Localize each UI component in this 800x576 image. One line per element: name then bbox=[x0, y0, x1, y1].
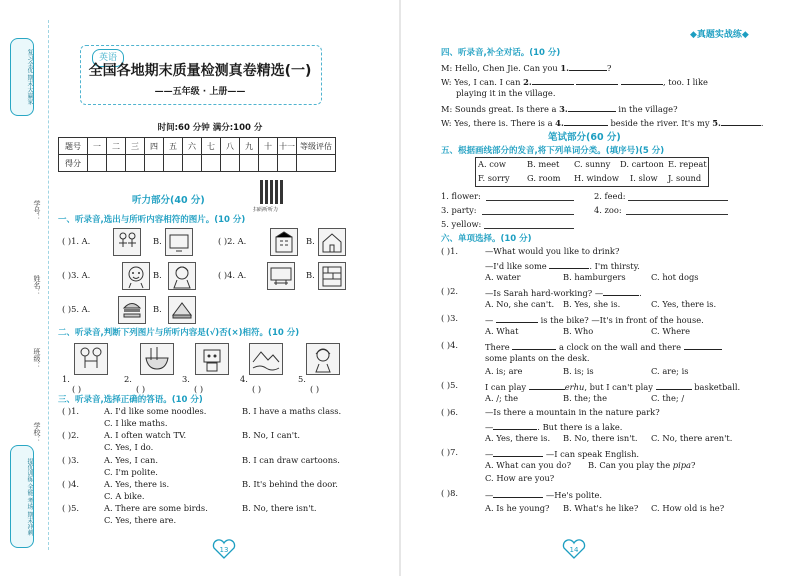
score-col: 二 bbox=[107, 138, 126, 155]
s6-q3-line1-a: — bbox=[485, 315, 496, 325]
s6-q4-line1-a: There bbox=[485, 342, 513, 352]
written-part-title: 笔试部分(60 分) bbox=[548, 132, 621, 143]
score-cell[interactable] bbox=[183, 155, 202, 172]
s6-q8-line1-b: —He's polite. bbox=[543, 490, 603, 500]
score-cell[interactable] bbox=[297, 155, 336, 172]
s5-item-4: 4. zoo: bbox=[594, 205, 622, 215]
s6-q5-opt-c: C. the; / bbox=[651, 393, 685, 403]
s6-q8-opt-c: C. How old is he? bbox=[651, 503, 725, 513]
s6-q3-opt-a: A. What bbox=[485, 326, 519, 336]
s6-q4-num[interactable]: ( )4. bbox=[441, 340, 459, 350]
page-fold bbox=[399, 0, 401, 576]
paper-subtitle: ——五年级 · 上册—— bbox=[154, 87, 246, 97]
s6-q7-opt-b-end: ? bbox=[691, 460, 696, 470]
s6-q7-line1-b: —I can speak English. bbox=[543, 449, 640, 459]
s1-item-5-b: B. bbox=[153, 304, 162, 314]
s2-answer-4[interactable]: ( ) bbox=[252, 384, 262, 394]
s1-item-4-b: B. bbox=[306, 270, 315, 280]
s6-q4-line2: some plants on the desk. bbox=[485, 353, 590, 363]
s5-answer-5[interactable] bbox=[484, 228, 574, 229]
s4-blank-num-2: 2. bbox=[523, 77, 532, 87]
class-label: 班级： bbox=[33, 348, 41, 369]
s6-q8-num[interactable]: ( )8. bbox=[441, 488, 459, 498]
girl-face-icon bbox=[168, 262, 196, 290]
s4-line-4-end: in the village? bbox=[615, 104, 678, 114]
s4-line-1-text: M: Hello, Chen Jie. Can you bbox=[441, 63, 561, 73]
s6-q1-blank[interactable] bbox=[549, 259, 589, 269]
s3-q4-num[interactable]: ( )4. bbox=[62, 479, 80, 489]
binding-sidebar bbox=[10, 30, 41, 550]
s6-q6-blank[interactable] bbox=[493, 420, 537, 430]
s6-q6-line2 bbox=[485, 420, 622, 432]
s6-q4-opt-b: B. is; is bbox=[563, 366, 594, 376]
student-id-label: 学号： bbox=[33, 200, 41, 221]
s6-q5-line1-b: , but I can't play bbox=[584, 382, 656, 392]
s6-q4-blank-1[interactable] bbox=[512, 340, 556, 350]
s1-item-2-b: B. bbox=[306, 236, 315, 246]
section-4-title: 四、听录音,补全对话。(10 分) bbox=[441, 48, 561, 58]
s4-blank-5[interactable] bbox=[721, 116, 761, 126]
s1-item-1: ( )1. A. bbox=[62, 236, 91, 246]
score-cell[interactable] bbox=[164, 155, 183, 172]
s1-item-1-b: B. bbox=[153, 236, 162, 246]
s3-q2-c: C. Yes, I do. bbox=[104, 442, 154, 452]
s6-q7-line1-a: — bbox=[485, 449, 494, 459]
s6-q4-line1 bbox=[485, 340, 722, 352]
score-col: 一 bbox=[88, 138, 107, 155]
s2-num-5: 5. bbox=[298, 374, 306, 384]
s1-item-2: ( )2. A. bbox=[218, 236, 247, 246]
s3-q5-c: C. Yes, there are. bbox=[104, 515, 177, 525]
girl-singing-icon bbox=[306, 343, 340, 375]
s3-q3-num[interactable]: ( )3. bbox=[62, 455, 80, 465]
s4-blank-num-3: 3. bbox=[559, 104, 568, 114]
s2-num-1: 1. bbox=[62, 374, 70, 384]
s3-q1-b: B. I have a maths class. bbox=[242, 406, 342, 416]
sandwich-icon bbox=[168, 296, 196, 324]
s3-q3-c: C. I'm polite. bbox=[104, 467, 158, 477]
s6-q2-blank[interactable] bbox=[603, 286, 639, 296]
score-table-row-label: 得分 bbox=[59, 155, 88, 172]
subject-badge: 英语 bbox=[92, 49, 124, 67]
s4-line-4-text: M: Sounds great. Is there a bbox=[441, 104, 560, 114]
word-g: G. room bbox=[527, 173, 561, 183]
s5-item-5: 5. yellow: bbox=[441, 219, 482, 229]
s6-q1-line1: —What would you like to drink? bbox=[485, 246, 620, 256]
s4-blank-4[interactable] bbox=[564, 116, 608, 126]
score-col: 七 bbox=[202, 138, 221, 155]
s6-q5-num[interactable]: ( )5. bbox=[441, 380, 459, 390]
s3-q4-a: A. Yes, there is. bbox=[104, 479, 170, 489]
s3-q4-b: B. It's behind the door. bbox=[242, 479, 338, 489]
s3-q2-b: B. No, I can't. bbox=[242, 430, 301, 440]
s4-blank-3[interactable] bbox=[568, 102, 616, 112]
s6-q7-opt-c: C. How are you? bbox=[485, 473, 555, 483]
s4-blank-num-4: 4. bbox=[555, 118, 564, 128]
s4-blank-2a[interactable] bbox=[532, 75, 574, 85]
s3-q2-a: A. I often watch TV. bbox=[104, 430, 187, 440]
s3-q3-b: B. I can draw cartoons. bbox=[242, 455, 340, 465]
score-cell[interactable] bbox=[107, 155, 126, 172]
word-c: C. sunny bbox=[574, 159, 611, 169]
s6-q3-opt-c: C. Where bbox=[651, 326, 690, 336]
score-cell[interactable] bbox=[88, 155, 107, 172]
s4-blank-num-1: 1. bbox=[560, 63, 570, 73]
score-col: 六 bbox=[183, 138, 202, 155]
s6-q3-line1-b: is the bike? —It's in front of the house. bbox=[537, 315, 704, 325]
s6-q5-blank-1[interactable] bbox=[529, 380, 565, 390]
s1-item-3-b: B. bbox=[153, 270, 162, 280]
s6-q6-opt-c: C. No, there aren't. bbox=[651, 433, 733, 443]
s6-q3-blank[interactable] bbox=[496, 313, 538, 323]
s6-q2-line1-b: . bbox=[639, 288, 642, 298]
word-j: J. sound bbox=[668, 173, 702, 183]
s3-q1-c: C. I like maths. bbox=[104, 418, 168, 428]
score-cell[interactable] bbox=[259, 155, 278, 172]
s3-q2-num[interactable]: ( )2. bbox=[62, 430, 80, 440]
s6-q6-num[interactable]: ( )6. bbox=[441, 407, 459, 417]
s4-blank-num-5: 5. bbox=[712, 118, 721, 128]
score-col: 四 bbox=[145, 138, 164, 155]
score-col: 十一 bbox=[278, 138, 297, 155]
s5-answer-2[interactable] bbox=[628, 200, 728, 201]
s2-num-2: 2. bbox=[124, 374, 132, 384]
score-table-header-label: 题号 bbox=[59, 138, 88, 155]
word-i: I. slow bbox=[630, 173, 658, 183]
s6-q7-opt-b bbox=[588, 460, 695, 470]
s1-item-3: ( )3. A. bbox=[62, 270, 91, 280]
s6-q4-line1-b: a clock on the wall and there bbox=[556, 342, 684, 352]
s6-q4-opt-a: A. is; are bbox=[485, 366, 523, 376]
hamburger-icon bbox=[118, 296, 146, 324]
s6-q8-blank[interactable] bbox=[493, 488, 543, 498]
s6-q7-pipa: pipa bbox=[672, 460, 692, 470]
name-label: 姓名： bbox=[33, 275, 41, 296]
s1-item-4: ( )4. A. bbox=[218, 270, 247, 280]
s5-answer-3[interactable] bbox=[482, 214, 574, 215]
s6-q2-num[interactable]: ( )2. bbox=[441, 286, 459, 296]
s6-q1-line2 bbox=[485, 259, 640, 271]
river-mountain-icon bbox=[249, 343, 283, 375]
s6-q5-line1-c: basketball. bbox=[691, 382, 741, 392]
section-5-title: 五、根据画线部分的发音,将下列单词分类。(填序号)(5 分) bbox=[441, 146, 665, 156]
classroom-icon bbox=[267, 262, 295, 290]
score-col: 八 bbox=[221, 138, 240, 155]
score-cell[interactable] bbox=[221, 155, 240, 172]
s6-q3-line1 bbox=[485, 313, 704, 325]
sidebar-tab-bottom: 提优训练 全能 考场 期末冲刺 bbox=[10, 445, 34, 548]
s2-num-3: 3. bbox=[182, 374, 190, 384]
word-b: B. meet bbox=[527, 159, 560, 169]
s4-line-5-text: W: Yes, there is. There is a bbox=[441, 118, 556, 128]
s4-line-1 bbox=[441, 61, 611, 73]
s5-item-1: 1. flower: bbox=[441, 191, 481, 201]
s6-q8-opt-b: B. What's he like? bbox=[563, 503, 639, 513]
section-tag: ◆真题实战练◆ bbox=[690, 30, 749, 40]
s2-answer-3[interactable]: ( ) bbox=[194, 384, 204, 394]
s6-q5-opt-b: B. the; the bbox=[563, 393, 607, 403]
s6-q4-blank-2[interactable] bbox=[684, 340, 722, 350]
s5-item-2: 2. feed: bbox=[594, 191, 626, 201]
s4-blank-2c[interactable] bbox=[621, 75, 663, 85]
s6-q7-num[interactable]: ( )7. bbox=[441, 447, 459, 457]
s2-num-4: 4. bbox=[240, 374, 248, 384]
s6-q7-blank[interactable] bbox=[493, 447, 543, 457]
page-number-right: 14 bbox=[569, 546, 579, 554]
s4-line-5-end: . bbox=[760, 118, 764, 128]
s2-answer-1[interactable]: ( ) bbox=[72, 384, 82, 394]
s5-item-3: 3. party: bbox=[441, 205, 477, 215]
house-icon bbox=[318, 228, 346, 256]
s6-q8-line1 bbox=[485, 488, 602, 500]
building-icon bbox=[270, 228, 298, 256]
time-and-score: 时间:60 分钟 满分:100 分 bbox=[157, 123, 263, 133]
listening-part-title: 听力部分(40 分) bbox=[132, 195, 205, 206]
word-a: A. cow bbox=[478, 159, 507, 169]
s6-q3-opt-b: B. Who bbox=[563, 326, 594, 336]
s6-q8-line1-a: — bbox=[485, 490, 494, 500]
s6-q1-opt-a: A. water bbox=[485, 272, 521, 282]
score-col: 五 bbox=[164, 138, 183, 155]
s6-q6-opt-b: B. No, there isn't. bbox=[563, 433, 638, 443]
s4-line-2-end: , too. I like bbox=[663, 77, 708, 87]
qr-caption: 扫码听听力 bbox=[253, 207, 279, 213]
section-3-title: 三、听录音,选择正确的答语。(10 分) bbox=[58, 395, 203, 405]
cut-line bbox=[48, 20, 49, 550]
score-col: 三 bbox=[126, 138, 145, 155]
s6-q2-line1-a: —Is Sarah hard-working? — bbox=[485, 288, 604, 298]
score-cell[interactable] bbox=[126, 155, 145, 172]
s3-q1-num[interactable]: ( )1. bbox=[62, 406, 80, 416]
s4-blank-2b[interactable] bbox=[576, 75, 618, 85]
section-2-title: 二、听录音,判断下列图片与所听内容是(√)否(×)相符。(10 分) bbox=[58, 328, 300, 338]
s4-blank-1[interactable] bbox=[569, 61, 607, 71]
word-bank-box bbox=[475, 157, 709, 187]
s6-q6-line1: —Is there a mountain in the nature park? bbox=[485, 407, 660, 417]
score-cell[interactable] bbox=[145, 155, 164, 172]
s6-q2-opt-c: C. Yes, there is. bbox=[651, 299, 717, 309]
s6-q5-erhu: erhu bbox=[564, 382, 585, 392]
s6-q1-opt-c: C. hot dogs bbox=[651, 272, 699, 282]
s6-q8-opt-a: A. Is he young? bbox=[485, 503, 550, 513]
s6-q7-opt-a: A. What can you do? bbox=[485, 460, 572, 470]
s3-q5-num[interactable]: ( )5. bbox=[62, 503, 80, 513]
s6-q5-line1-a: I can play bbox=[485, 382, 529, 392]
score-col-grade: 等级评估 bbox=[297, 138, 336, 155]
s3-q3-a: A. Yes, I can. bbox=[104, 455, 158, 465]
s6-q2-opt-a: A. No, she can't. bbox=[485, 299, 555, 309]
boy-face-icon bbox=[122, 262, 150, 290]
paper-title: 全国各地期末质量检测真卷精选(一) bbox=[88, 63, 312, 79]
s2-answer-2[interactable]: ( ) bbox=[136, 384, 146, 394]
s4-line-2-text: W: Yes, I can. I can bbox=[441, 77, 524, 87]
s3-q5-a: A. There are some birds. bbox=[104, 503, 208, 513]
s1-item-5: ( )5. A. bbox=[62, 304, 91, 314]
section-6-title: 六、单项选择。(10 分) bbox=[441, 234, 532, 244]
section-1-title: 一、听录音,选出与所听内容相符的图片。(10 分) bbox=[58, 215, 246, 225]
word-f: F. sorry bbox=[478, 173, 510, 183]
qr-code-icon[interactable] bbox=[260, 180, 284, 204]
s4-line-5 bbox=[441, 116, 764, 128]
s2-answer-5[interactable]: ( ) bbox=[310, 384, 320, 394]
s4-line-3: playing it in the village. bbox=[456, 88, 556, 98]
noodles-bowl-icon bbox=[140, 343, 174, 375]
shelf-icon bbox=[318, 262, 346, 290]
s6-q6-opt-a: A. Yes, there is. bbox=[485, 433, 551, 443]
score-cell[interactable] bbox=[278, 155, 297, 172]
score-table bbox=[58, 137, 336, 172]
score-cell[interactable] bbox=[240, 155, 259, 172]
school-label: 学校： bbox=[33, 422, 41, 443]
s6-q2-line1 bbox=[485, 286, 642, 298]
s4-line-2 bbox=[441, 75, 708, 87]
s6-q6-line2-b: . But there is a lake. bbox=[537, 422, 623, 432]
children-greeting-icon bbox=[74, 343, 108, 375]
s6-q5-line1 bbox=[485, 380, 740, 392]
s6-q5-blank-2[interactable] bbox=[656, 380, 692, 390]
s3-q4-c: C. A bike. bbox=[104, 491, 145, 501]
s5-answer-4[interactable] bbox=[626, 214, 728, 215]
s6-q1-num[interactable]: ( )1. bbox=[441, 246, 459, 256]
children-playing-icon bbox=[113, 228, 141, 256]
word-d: D. cartoon bbox=[620, 159, 664, 169]
s6-q6-line2-a: — bbox=[485, 422, 494, 432]
s6-q7-opt-b-text: B. Can you play the bbox=[588, 460, 673, 470]
robot-icon bbox=[195, 343, 229, 375]
s5-answer-1[interactable] bbox=[486, 200, 574, 201]
s3-q1-a: A. I'd like some noodles. bbox=[104, 406, 207, 416]
s6-q1-line2-a: —I'd like some bbox=[485, 261, 550, 271]
s6-q2-opt-b: B. Yes, she is. bbox=[563, 299, 621, 309]
s4-line-5-mid: beside the river. It's my bbox=[607, 118, 713, 128]
page-number-left: 13 bbox=[219, 546, 229, 554]
s6-q1-line2-b: . I'm thirsty. bbox=[589, 261, 640, 271]
s4-line-4 bbox=[441, 102, 678, 114]
tv-icon bbox=[165, 228, 193, 256]
s3-q5-b: B. No, there isn't. bbox=[242, 503, 317, 513]
word-e: E. repeat bbox=[668, 159, 707, 169]
s6-q5-opt-a: A. /; the bbox=[485, 393, 519, 403]
sidebar-tab-top: 复习全优 期末大赢家 bbox=[10, 38, 34, 116]
score-col: 十 bbox=[259, 138, 278, 155]
s6-q3-num[interactable]: ( )3. bbox=[441, 313, 459, 323]
score-col: 九 bbox=[240, 138, 259, 155]
s6-q1-opt-b: B. hamburgers bbox=[563, 272, 626, 282]
s6-q7-line1 bbox=[485, 447, 639, 459]
s4-line-1-end: ? bbox=[607, 63, 612, 73]
score-cell[interactable] bbox=[202, 155, 221, 172]
s6-q4-opt-c: C. are; is bbox=[651, 366, 689, 376]
word-h: H. window bbox=[574, 173, 620, 183]
